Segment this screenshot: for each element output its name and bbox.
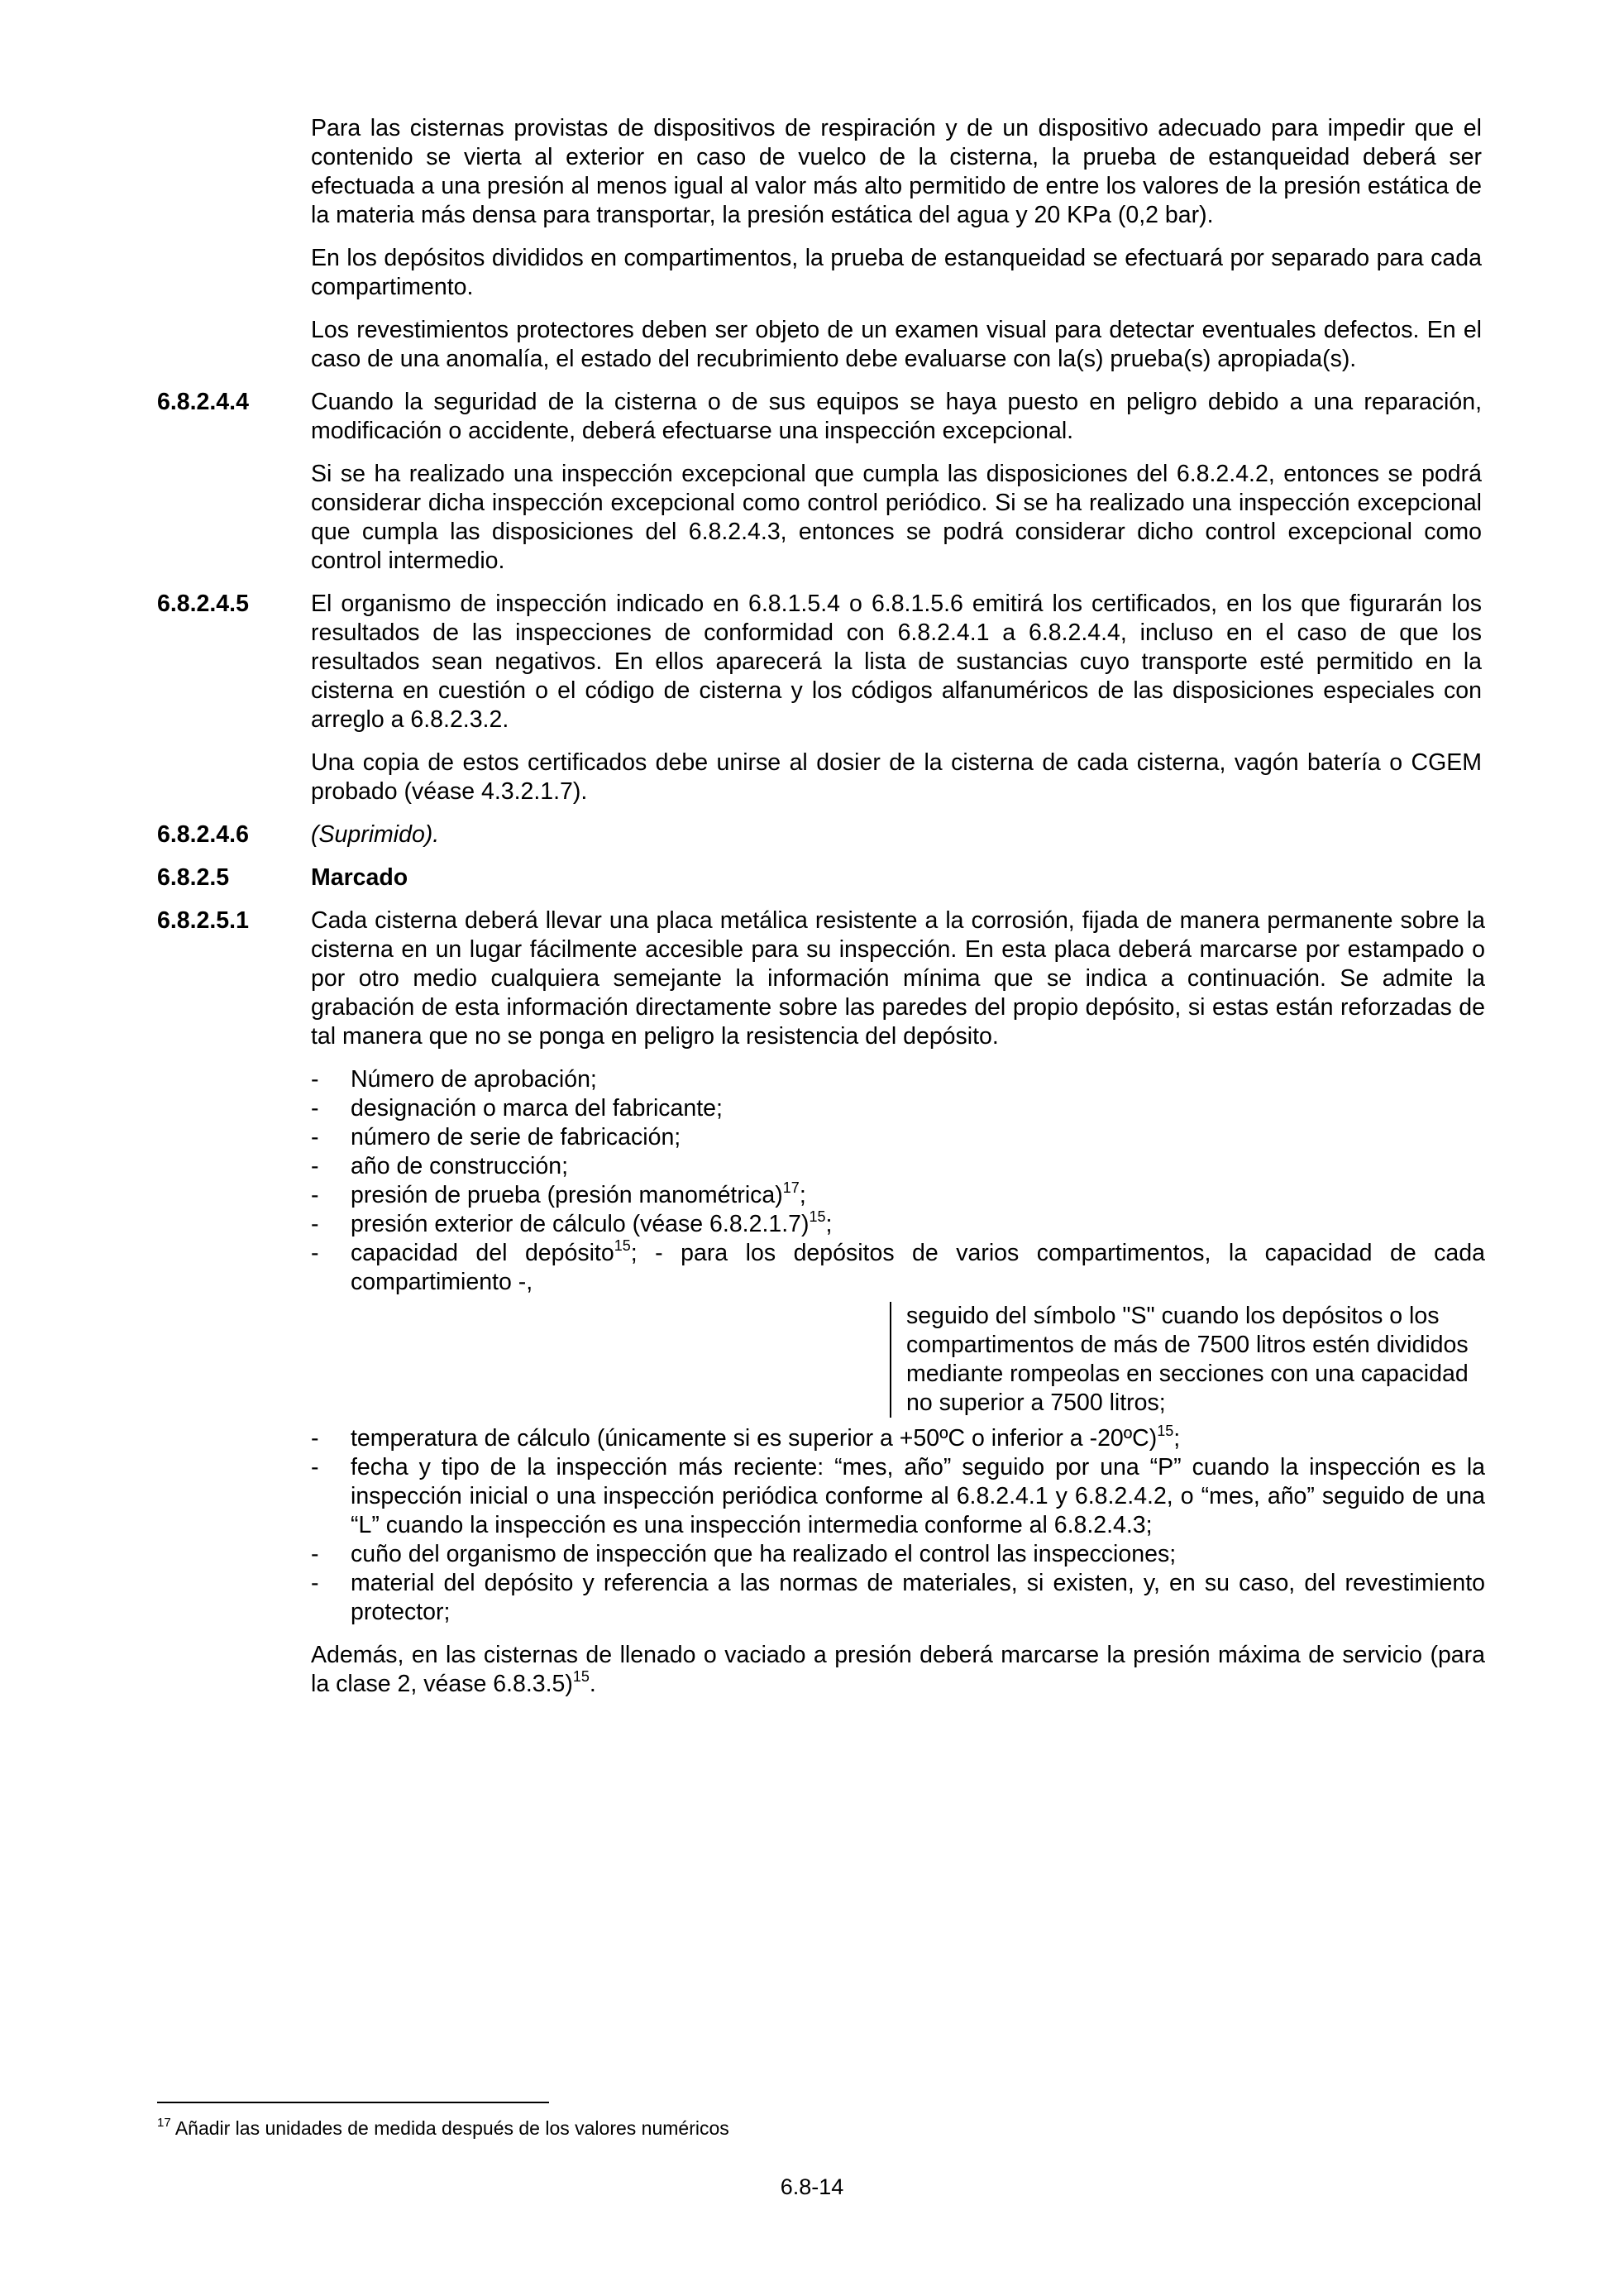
footnote-number: 17 [157, 2116, 171, 2130]
page-content [157, 114, 1485, 1713]
paragraph: Los revestimientos protectores deben ser objeto de un examen visual para detectar eventuales defectos. En el caso de una anomalía, el estado del recubrimiento debe evaluarse con la(s) prueba(s) apropiada(s). [311, 317, 1482, 372]
paragraph: Además, en las cisternas de llenado o vaciado a presión deberá marcarse la presión máxima de servicio (para la clase 2, véase 6.8.3.5)$^{15}$. [311, 1642, 1485, 1697]
paragraph: El organismo de inspección indicado en 6.8.1.5.4 o 6.8.1.5.6 emitirá los certificados, en los que figurarán los resultados de las inspecciones de conformidad con 6.8.2.4.1 a 6.8.2.4.4, incluso en el caso de que los resultados sean negativos. En ellos aparecerá la lista de sustancias cuyo transporte esté permitido en la cisterna en cuestión o el código de cisterna y los códigos alfanuméricos de las disposiciones especiales con arreglo a 6.8.2.3.2. [311, 591, 1482, 733]
section-title: Marcado [311, 864, 408, 891]
marking-list-continued [311, 1424, 1485, 1627]
capacity-note: seguido del símbolo "S" cuando los depósitos o los compartimentos de más de 7500 litros estén divididos mediante rompeolas en secciones con una capacidad no superior a 7500 litros; [890, 1302, 1485, 1418]
footnote [157, 2111, 729, 2141]
list-item: - material del depósito y referencia a las normas de materiales, si existen, y, en su caso, del revestimiento protector; [311, 1570, 1485, 1625]
section-6-8-2-4-5 [157, 590, 1482, 806]
paragraph: Para las cisternas provistas de dispositivos de respiración y de un dispositivo adecuado para impedir que el contenido se vierta al exterior en caso de vuelco de la cisterna, la prueba de estanqueidad deberá ser efectuada a una presión al menos igual al valor más alto permitido de entre los valores de la presión estática de la materia más densa para transportar, la presión estática del agua y 20 KPa (0,2 bar). [311, 115, 1482, 228]
marking-list [311, 1065, 1485, 1297]
footnote-ref: 17 [782, 1179, 800, 1196]
footnote-text: Añadir las unidades de medida después de los valores numéricos [174, 2117, 729, 2139]
list-item: - año de construcción; [311, 1153, 568, 1179]
list-item: - número de serie de fabricación; [311, 1124, 681, 1150]
list-item: - capacidad del depósito$^{15}$; - para los depósitos de varios compartimentos, la capacidad de cada compartimiento -, [311, 1237, 1485, 1295]
list-item: - temperatura de cálculo (únicamente si es superior a +50ºC o inferior a -20ºC)$^{15}$; [311, 1423, 1181, 1452]
section-number: 6.8.2.4.5 [157, 591, 249, 617]
section-6-8-2-4-6 [157, 820, 1482, 849]
section-number: 6.8.2.4.6 [157, 821, 249, 848]
list-item: - cuño del organismo de inspección que ha realizado el control las inspecciones; [311, 1541, 1177, 1567]
footnote-ref: 15 [1157, 1423, 1174, 1439]
page-number: 6.8-14 [780, 2174, 844, 2199]
section-number: 6.8.2.5 [157, 864, 230, 891]
list-item: - presión de prueba (presión manométrica)$^{17}$; [311, 1179, 806, 1208]
list-item: - fecha y tipo de la inspección más reciente: “mes, año” seguido por una “P” cuando la inspección es la inspección inicial o una inspección periódica conforme al 6.8.2.4.1 y 6.8.2.4.2, o “mes, año” seguido de una “L” cuando la inspección es una inspección intermedia conforme al 6.8.2.4.3; [311, 1454, 1485, 1538]
footnote-separator [157, 2102, 549, 2103]
footnote-ref: 15 [572, 1668, 590, 1685]
section-number: 6.8.2.4.4 [157, 389, 249, 415]
paragraph: Una copia de estos certificados debe unirse al dosier de la cisterna de cada cisterna, vagón batería o CGEM probado (véase 4.3.2.1.7). [311, 749, 1482, 805]
list-item: - designación o marca del fabricante; [311, 1095, 723, 1122]
section-6-8-2-5-1 [157, 906, 1485, 1699]
section-number: 6.8.2.5.1 [157, 907, 249, 934]
list-item: - presión exterior de cálculo (véase 6.8.2.1.7)$^{15}$; [311, 1208, 833, 1237]
footnote-ref: 15 [809, 1208, 826, 1225]
paragraph: Cuando la seguridad de la cisterna o de sus equipos se haya puesto en peligro debido a una reparación, modificación o accidente, deberá efectuarse una inspección excepcional. [311, 389, 1482, 444]
footnote-ref: 15 [614, 1237, 631, 1254]
intro-block [157, 114, 1482, 374]
list-item: - Número de aprobación; [311, 1066, 597, 1093]
paragraph: (Suprimido). [311, 821, 440, 848]
paragraph: Si se ha realizado una inspección excepcional que cumpla las disposiciones del 6.8.2.4.2, entonces se podrá considerar dicha inspección excepcional como control periódico. Si se ha realizado una inspección excepcional que cumpla las disposiciones del 6.8.2.4.3, entonces se podrá considerar dicho control excepcional como control intermedio. [311, 461, 1482, 574]
paragraph: Cada cisterna deberá llevar una placa metálica resistente a la corrosión, fijada de manera permanente sobre la cisterna en un lugar fácilmente accesible para su inspección. En esta placa deberá marcarse por estampado o por otro medio cualquiera semejante la información mínima que se indica a continuación. Se admite la grabación de esta información directamente sobre las paredes del propio depósito, si estas están reforzadas de tal manera que no se ponga en peligro la resistencia del depósito. [311, 907, 1485, 1050]
section-6-8-2-4-4 [157, 388, 1482, 576]
paragraph: En los depósitos divididos en compartimentos, la prueba de estanqueidad se efectuará por separado para cada compartimento. [311, 245, 1482, 300]
section-6-8-2-5 [157, 863, 1482, 892]
